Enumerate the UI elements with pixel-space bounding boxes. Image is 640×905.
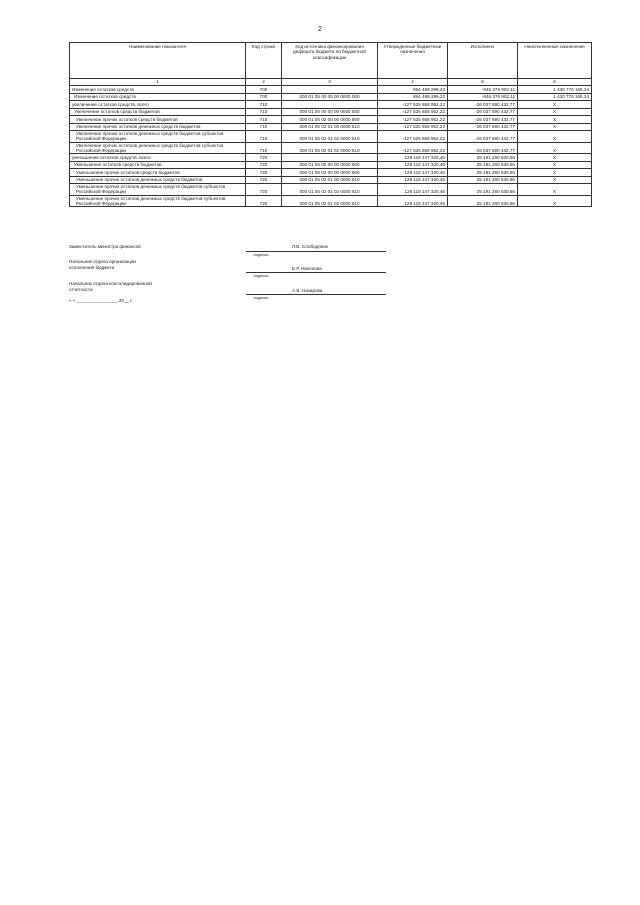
row-source [282, 154, 378, 162]
row-code: 710 [246, 116, 282, 124]
row-name: Увеличение прочих остатков денежных средств бюджетов субъектов Российской Федерации [70, 131, 246, 143]
header-name: Наименование показателя [70, 43, 246, 79]
row-source: 000 01 05 02 01 02 0000 610 [282, 195, 378, 207]
table-row [70, 184, 592, 196]
row-executed: 25 191 280 530,66 [448, 176, 518, 184]
header-unexecuted: Неисполненные назначения [518, 43, 592, 79]
row-executed: 25 191 280 530,66 [448, 161, 518, 169]
row-name: Увеличение прочих остатков денежных средств бюджетов субъектов Российской Федерации [70, 142, 246, 154]
row-approved: 128 110 147 320,46 [378, 176, 448, 184]
row-source: 000 01 05 00 00 00 0000 600 [282, 161, 378, 169]
row-code: 700 [246, 86, 282, 94]
row-unexecuted: X [518, 101, 592, 109]
row-approved: 128 110 147 320,46 [378, 154, 448, 162]
row-code: 710 [246, 123, 282, 131]
table-row [70, 195, 592, 207]
row-executed: -26 037 690 432,77 [448, 116, 518, 124]
row-executed: -26 037 690 432,77 [448, 123, 518, 131]
row-code: 720 [246, 169, 282, 177]
row-name: Увеличение прочих остатков средств бюджетов [70, 116, 246, 124]
table-row [70, 108, 592, 116]
row-name: Увеличение остатков средств бюджетов [70, 108, 246, 116]
column-number: 6 [518, 79, 592, 86]
table-row [70, 116, 592, 124]
column-number: 3 [282, 79, 378, 86]
signature-caption: подпись [253, 273, 269, 278]
header-approved: Утвержденные бюджетные назначения [378, 43, 448, 79]
table-row [70, 123, 592, 131]
row-approved: -127 525 658 952,22 [378, 131, 448, 143]
table-row [70, 154, 592, 162]
row-source: 000 01 05 02 01 02 0000 510 [282, 142, 378, 154]
row-name: Уменьшение остатков средств бюджетов [70, 161, 246, 169]
row-executed: -26 037 690 432,77 [448, 131, 518, 143]
row-source: 000 01 05 00 00 00 0000 000 [282, 93, 378, 101]
row-unexecuted: X [518, 116, 592, 124]
row-unexecuted: X [518, 176, 592, 184]
row-unexecuted: X [518, 161, 592, 169]
row-code: 720 [246, 176, 282, 184]
row-executed: -846 376 902,11 [448, 86, 518, 94]
table-row [70, 101, 592, 109]
sources-table [69, 42, 592, 207]
row-approved: 128 110 147 320,46 [378, 184, 448, 196]
row-code: 710 [246, 131, 282, 143]
header-executed: Исполнено [448, 43, 518, 79]
signature-name-reporting-head: А.В. Назарова [292, 288, 323, 293]
row-source: 000 01 05 02 01 00 0000 510 [282, 123, 378, 131]
row-approved: 864 499 299,23 [378, 86, 448, 94]
row-name: Изменение остатков средств [70, 86, 246, 94]
row-code: 710 [246, 101, 282, 109]
row-executed: 25 191 280 530,66 [448, 195, 518, 207]
row-code: 720 [246, 154, 282, 162]
table-row [70, 169, 592, 177]
row-executed: 25 191 280 530,66 [448, 184, 518, 196]
row-code: 720 [246, 195, 282, 207]
row-unexecuted: X [518, 184, 592, 196]
row-unexecuted: X [518, 123, 592, 131]
table-header-row [70, 43, 592, 79]
row-name: Изменение остатков средств [70, 93, 246, 101]
signature-role-deputy-minister: Заместитель министра финансов [69, 244, 141, 249]
row-name: уменьшение остатков средств, всего [70, 154, 246, 162]
row-code: 720 [246, 184, 282, 196]
row-code: 710 [246, 108, 282, 116]
signature-caption: подпись [253, 295, 269, 300]
row-unexecuted: 1 430 776 165,34 [518, 86, 592, 94]
signature-role-budget-head: Начальник отдела организации исполнения бюджета [69, 259, 136, 270]
table-row [70, 93, 592, 101]
row-approved: 128 110 147 320,46 [378, 195, 448, 207]
signature-role-reporting-head: Начальник отдела консолидированной отчетности [69, 281, 152, 292]
table-row [70, 176, 592, 184]
row-name: Увеличение прочих остатков денежных средств бюджетов [70, 123, 246, 131]
date-line: « » ________________ 20__ г. [69, 298, 133, 303]
row-executed: 25 191 280 530,66 [448, 169, 518, 177]
row-source: 000 01 05 02 01 02 0000 610 [282, 184, 378, 196]
row-name: Уменьшение прочих остатков денежных средств бюджетов [70, 176, 246, 184]
row-name: увеличение остатков средств, всего [70, 101, 246, 109]
row-executed: -846 376 902,11 [448, 93, 518, 101]
row-unexecuted: X [518, 195, 592, 207]
column-number: 4 [378, 79, 448, 86]
column-number: 5 [448, 79, 518, 86]
row-source [282, 101, 378, 109]
row-source: 000 01 05 02 01 02 0000 510 [282, 131, 378, 143]
row-unexecuted: X [518, 142, 592, 154]
row-source: 000 01 05 02 00 00 0000 500 [282, 116, 378, 124]
row-executed: 25 191 280 530,66 [448, 154, 518, 162]
row-source [282, 86, 378, 94]
row-unexecuted: X [518, 131, 592, 143]
row-unexecuted: X [518, 169, 592, 177]
row-name: Уменьшение прочих остатков денежных средств бюджетов субъектов Российской Федерации [70, 195, 246, 207]
row-approved: 864 499 299,23 [378, 93, 448, 101]
row-name: Уменьшение прочих остатков средств бюджетов [70, 169, 246, 177]
row-unexecuted: 1 430 776 165,34 [518, 93, 592, 101]
signature-name-deputy-minister: Л.В. Слободяник [292, 244, 328, 249]
row-executed: -26 037 690 432,77 [448, 101, 518, 109]
row-approved: 128 110 147 320,46 [378, 161, 448, 169]
row-executed: -26 037 690 432,77 [448, 142, 518, 154]
page-number: 2 [318, 26, 322, 33]
column-number: 2 [246, 79, 282, 86]
row-source: 000 01 05 02 01 00 0000 610 [282, 176, 378, 184]
row-code: 720 [246, 161, 282, 169]
row-unexecuted: X [518, 108, 592, 116]
row-code: 710 [246, 142, 282, 154]
column-number: 1 [70, 79, 246, 86]
row-source: 000 01 05 02 00 00 0000 600 [282, 169, 378, 177]
row-approved: -127 525 658 952,22 [378, 116, 448, 124]
row-approved: -127 525 658 952,22 [378, 142, 448, 154]
row-approved: -127 525 658 952,22 [378, 123, 448, 131]
header-source: Код источника финансирования дефицита бюджета по бюджетной классификации [282, 43, 378, 79]
table-row [70, 86, 592, 94]
row-name: Уменьшение прочих остатков денежных средств бюджетов субъектов Российской Федерации [70, 184, 246, 196]
table-row [70, 142, 592, 154]
row-source: 000 01 05 00 00 00 0000 500 [282, 108, 378, 116]
row-executed: -26 037 690 432,77 [448, 108, 518, 116]
table-row [70, 161, 592, 169]
table-row [70, 131, 592, 143]
column-number-row [70, 79, 592, 86]
signature-name-budget-head: Е.Р. Никонова [292, 266, 322, 271]
signature-caption: подпись [253, 252, 269, 257]
header-code: Код строки [246, 43, 282, 79]
row-unexecuted: X [518, 154, 592, 162]
row-code: 700 [246, 93, 282, 101]
row-approved: 128 110 147 320,46 [378, 169, 448, 177]
row-approved: -127 525 658 952,22 [378, 108, 448, 116]
row-approved: -127 525 658 952,22 [378, 101, 448, 109]
